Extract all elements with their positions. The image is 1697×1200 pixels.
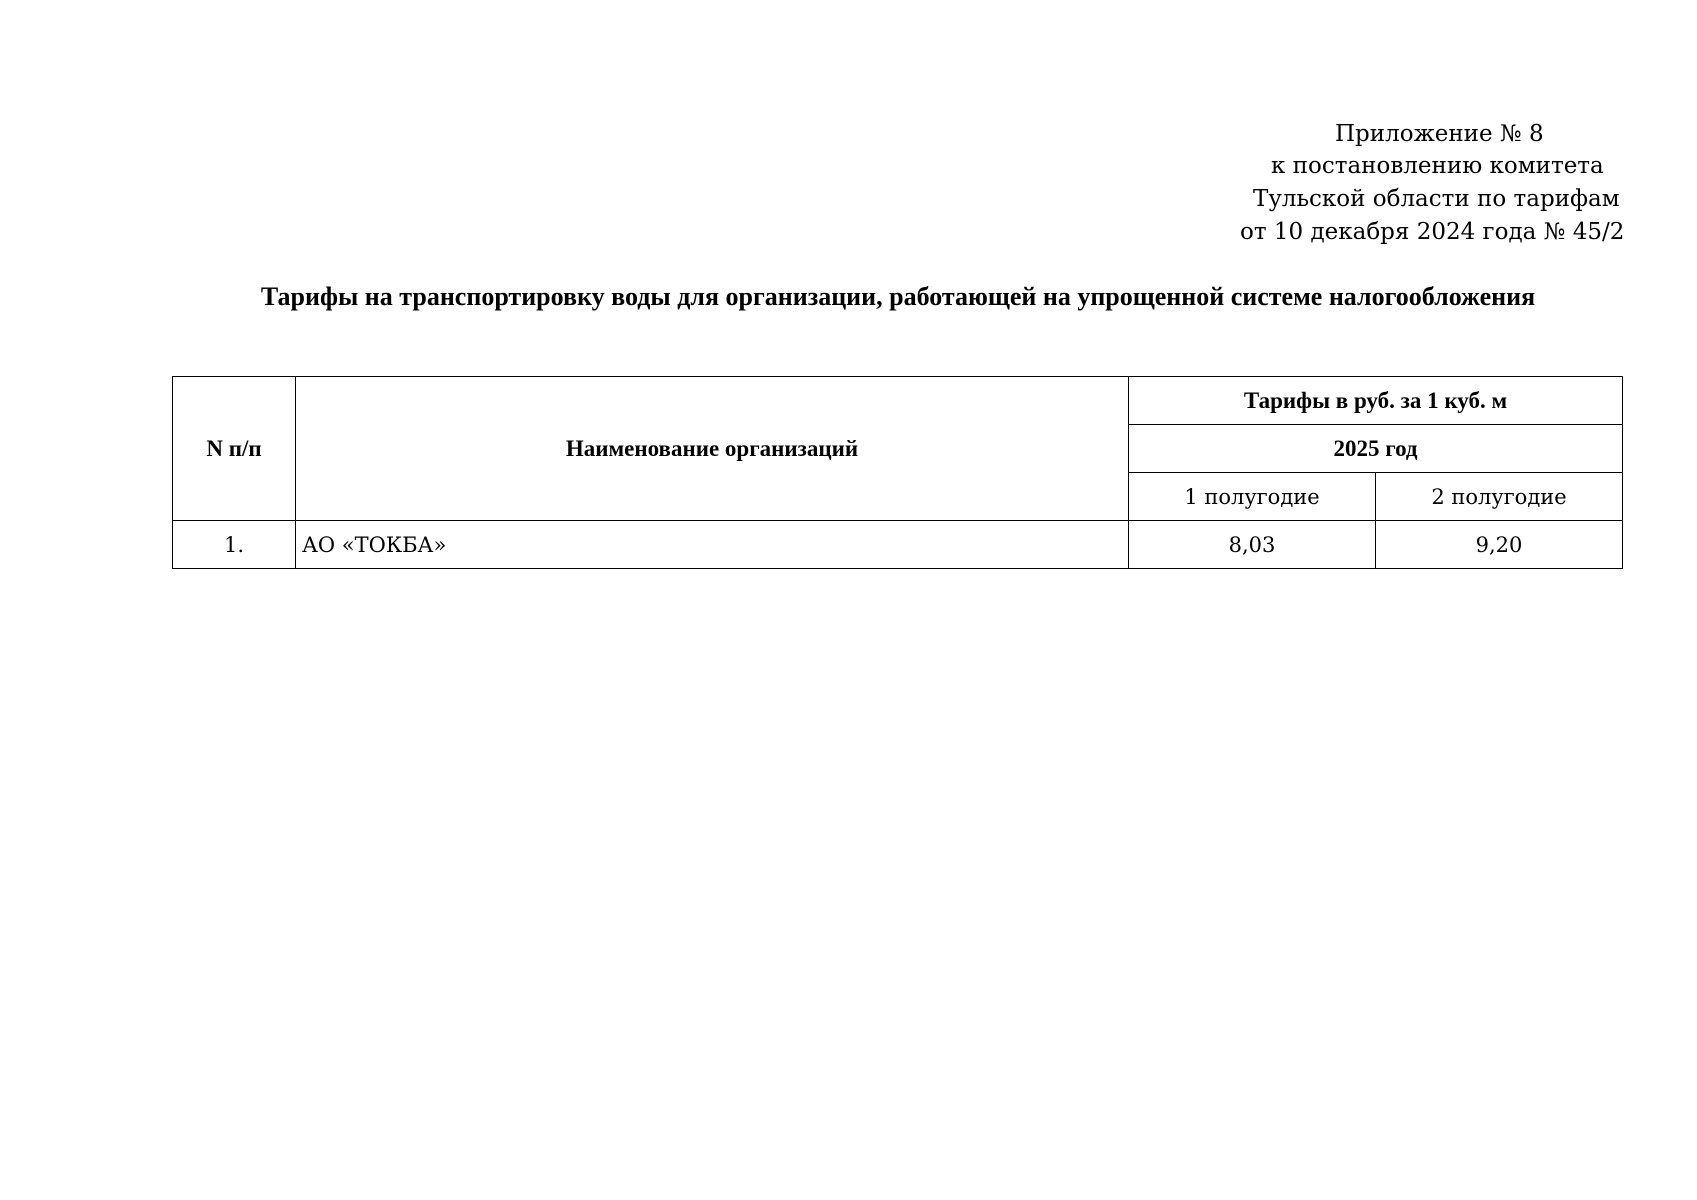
appendix-line-4: от 10 декабря 2024 года № 45/2 [1240, 219, 1625, 245]
header-half-2: 2 полугодие [1376, 473, 1623, 521]
appendix-line-3: Тульской области по тарифам [1253, 186, 1620, 212]
row-number: 1. [173, 521, 296, 569]
table-row [173, 521, 1623, 569]
appendix-line-2: к постановлению комитета [1271, 153, 1604, 179]
header-tariffs: Тарифы в руб. за 1 куб. м [1129, 377, 1623, 425]
tariff-table [172, 376, 1623, 569]
row-organization-name: АО «ТОКБА» [296, 521, 1129, 569]
appendix-line-1: Приложение № 8 [1335, 121, 1544, 147]
header-half-1: 1 полугодие [1129, 473, 1376, 521]
row-tariff-half-2: 9,20 [1376, 521, 1623, 569]
header-organization-name: Наименование организаций [296, 377, 1129, 521]
header-year: 2025 год [1129, 425, 1623, 473]
document-title: Тарифы на транспортировку воды для организации, работающей на упрощенной системе налогообложения [260, 282, 1536, 311]
row-tariff-half-1: 8,03 [1129, 521, 1376, 569]
header-number: N п/п [173, 377, 296, 521]
table-header-row-1 [173, 377, 1623, 425]
